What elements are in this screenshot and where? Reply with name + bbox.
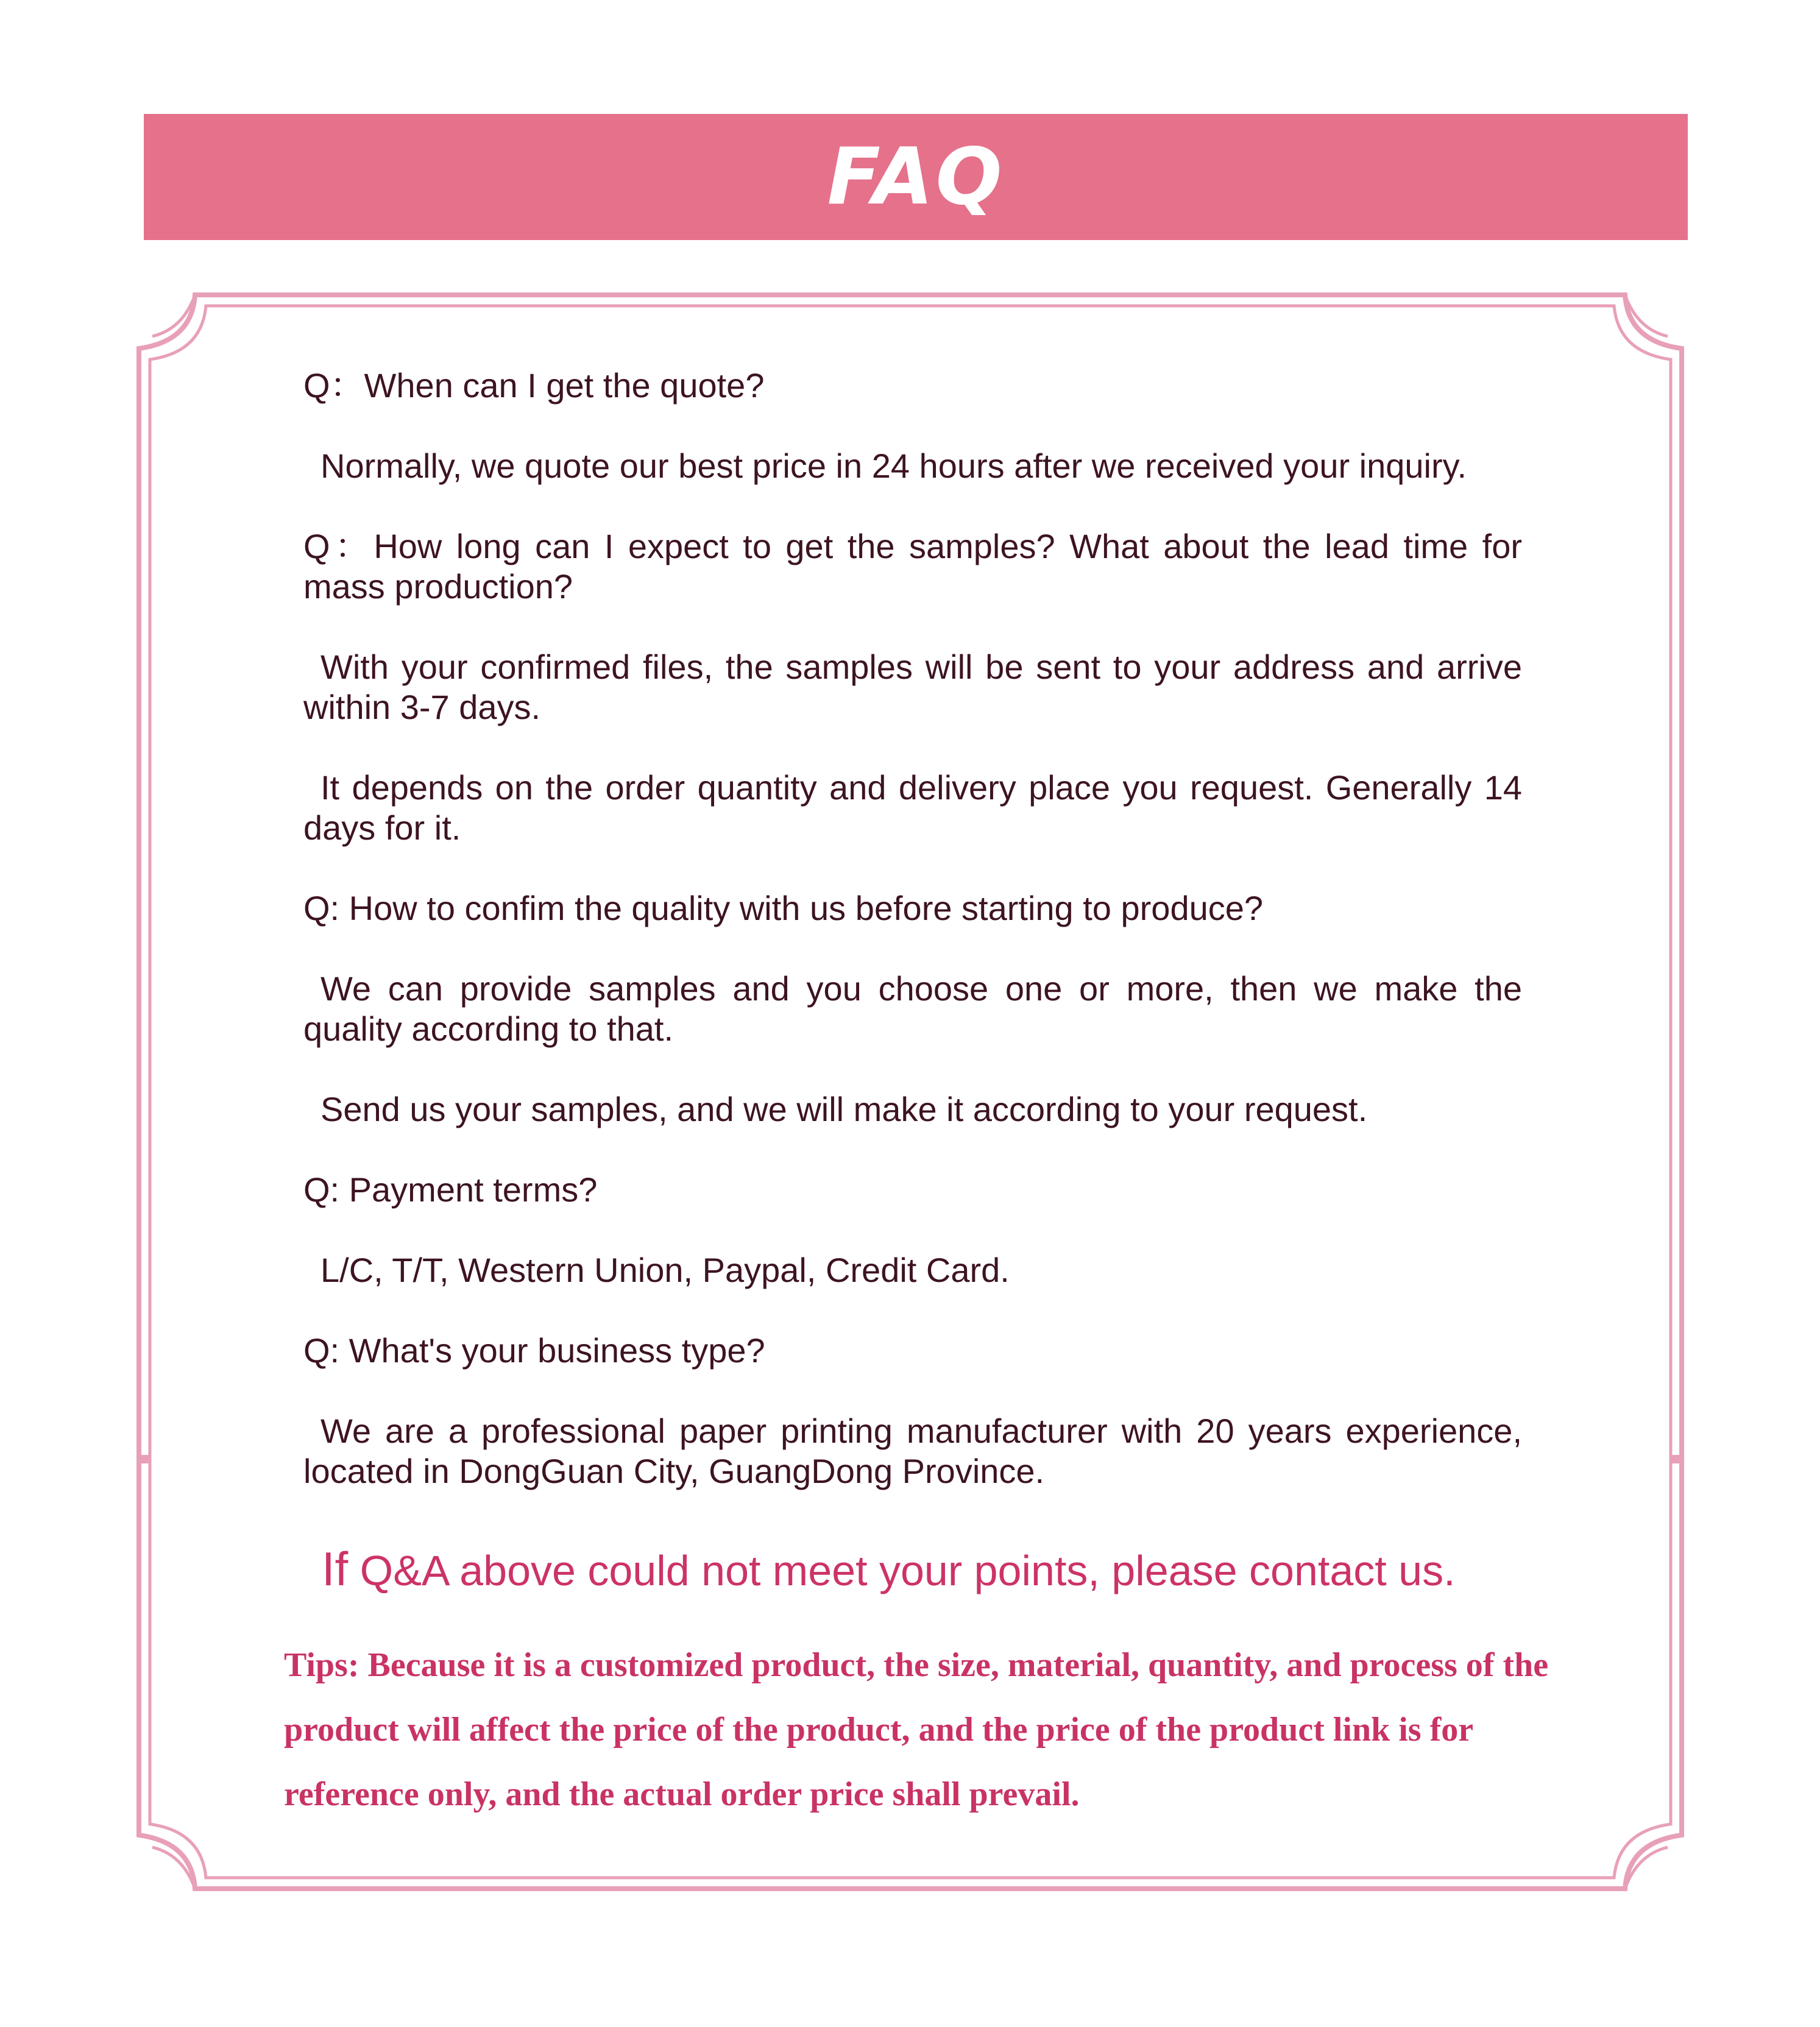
faq-list bbox=[303, 366, 1522, 1532]
page-title: FAQ bbox=[827, 131, 1005, 222]
faq-answer: We can provide samples and you choose one or more, then we make the quality according to that. bbox=[303, 969, 1522, 1048]
contact-text: Q&A above could not meet your points, please contact us. bbox=[359, 1547, 1456, 1594]
faq-question: Q: What's your business type? bbox=[303, 1331, 765, 1370]
tips-note: Tips: Because it is a customized product, the size, material, quantity, and process of the product will affect the price of the product, and the price of the product link is for reference only, and the actual order price shall prevail. bbox=[284, 1646, 1549, 1813]
faq-question: Q：When can I get the quote? bbox=[303, 366, 765, 405]
faq-answer: Normally, we quote our best price in 24 hours after we received your inquiry. bbox=[320, 447, 1467, 485]
faq-item bbox=[303, 888, 1522, 1130]
faq-item bbox=[303, 366, 1522, 486]
faq-question: Q: How to confim the quality with us before starting to produce? bbox=[303, 889, 1264, 927]
contact-notice bbox=[322, 1541, 1540, 1598]
faq-answer: L/C, T/T, Western Union, Paypal, Credit Card. bbox=[320, 1251, 1010, 1289]
faq-answer: With your confirmed files, the samples will be sent to your address and arrive within 3-7 days. bbox=[303, 648, 1522, 726]
contact-if-word: If bbox=[322, 1542, 349, 1596]
faq-item bbox=[303, 1170, 1522, 1290]
faq-question: Q: Payment terms? bbox=[303, 1170, 598, 1209]
faq-answer: It depends on the order quantity and delivery place you request. Generally 14 days for it. bbox=[303, 768, 1522, 847]
faq-item bbox=[303, 526, 1522, 848]
faq-answer: We are a professional paper printing manufacturer with 20 years experience, located in DongGuan City, GuangDong Province. bbox=[303, 1412, 1522, 1490]
faq-item bbox=[303, 1331, 1522, 1491]
faq-question: Q：How long can I expect to get the samples? What about the lead time for mass production? bbox=[303, 527, 1522, 606]
faq-answer: Send us your samples, and we will make it according to your request. bbox=[320, 1090, 1368, 1128]
